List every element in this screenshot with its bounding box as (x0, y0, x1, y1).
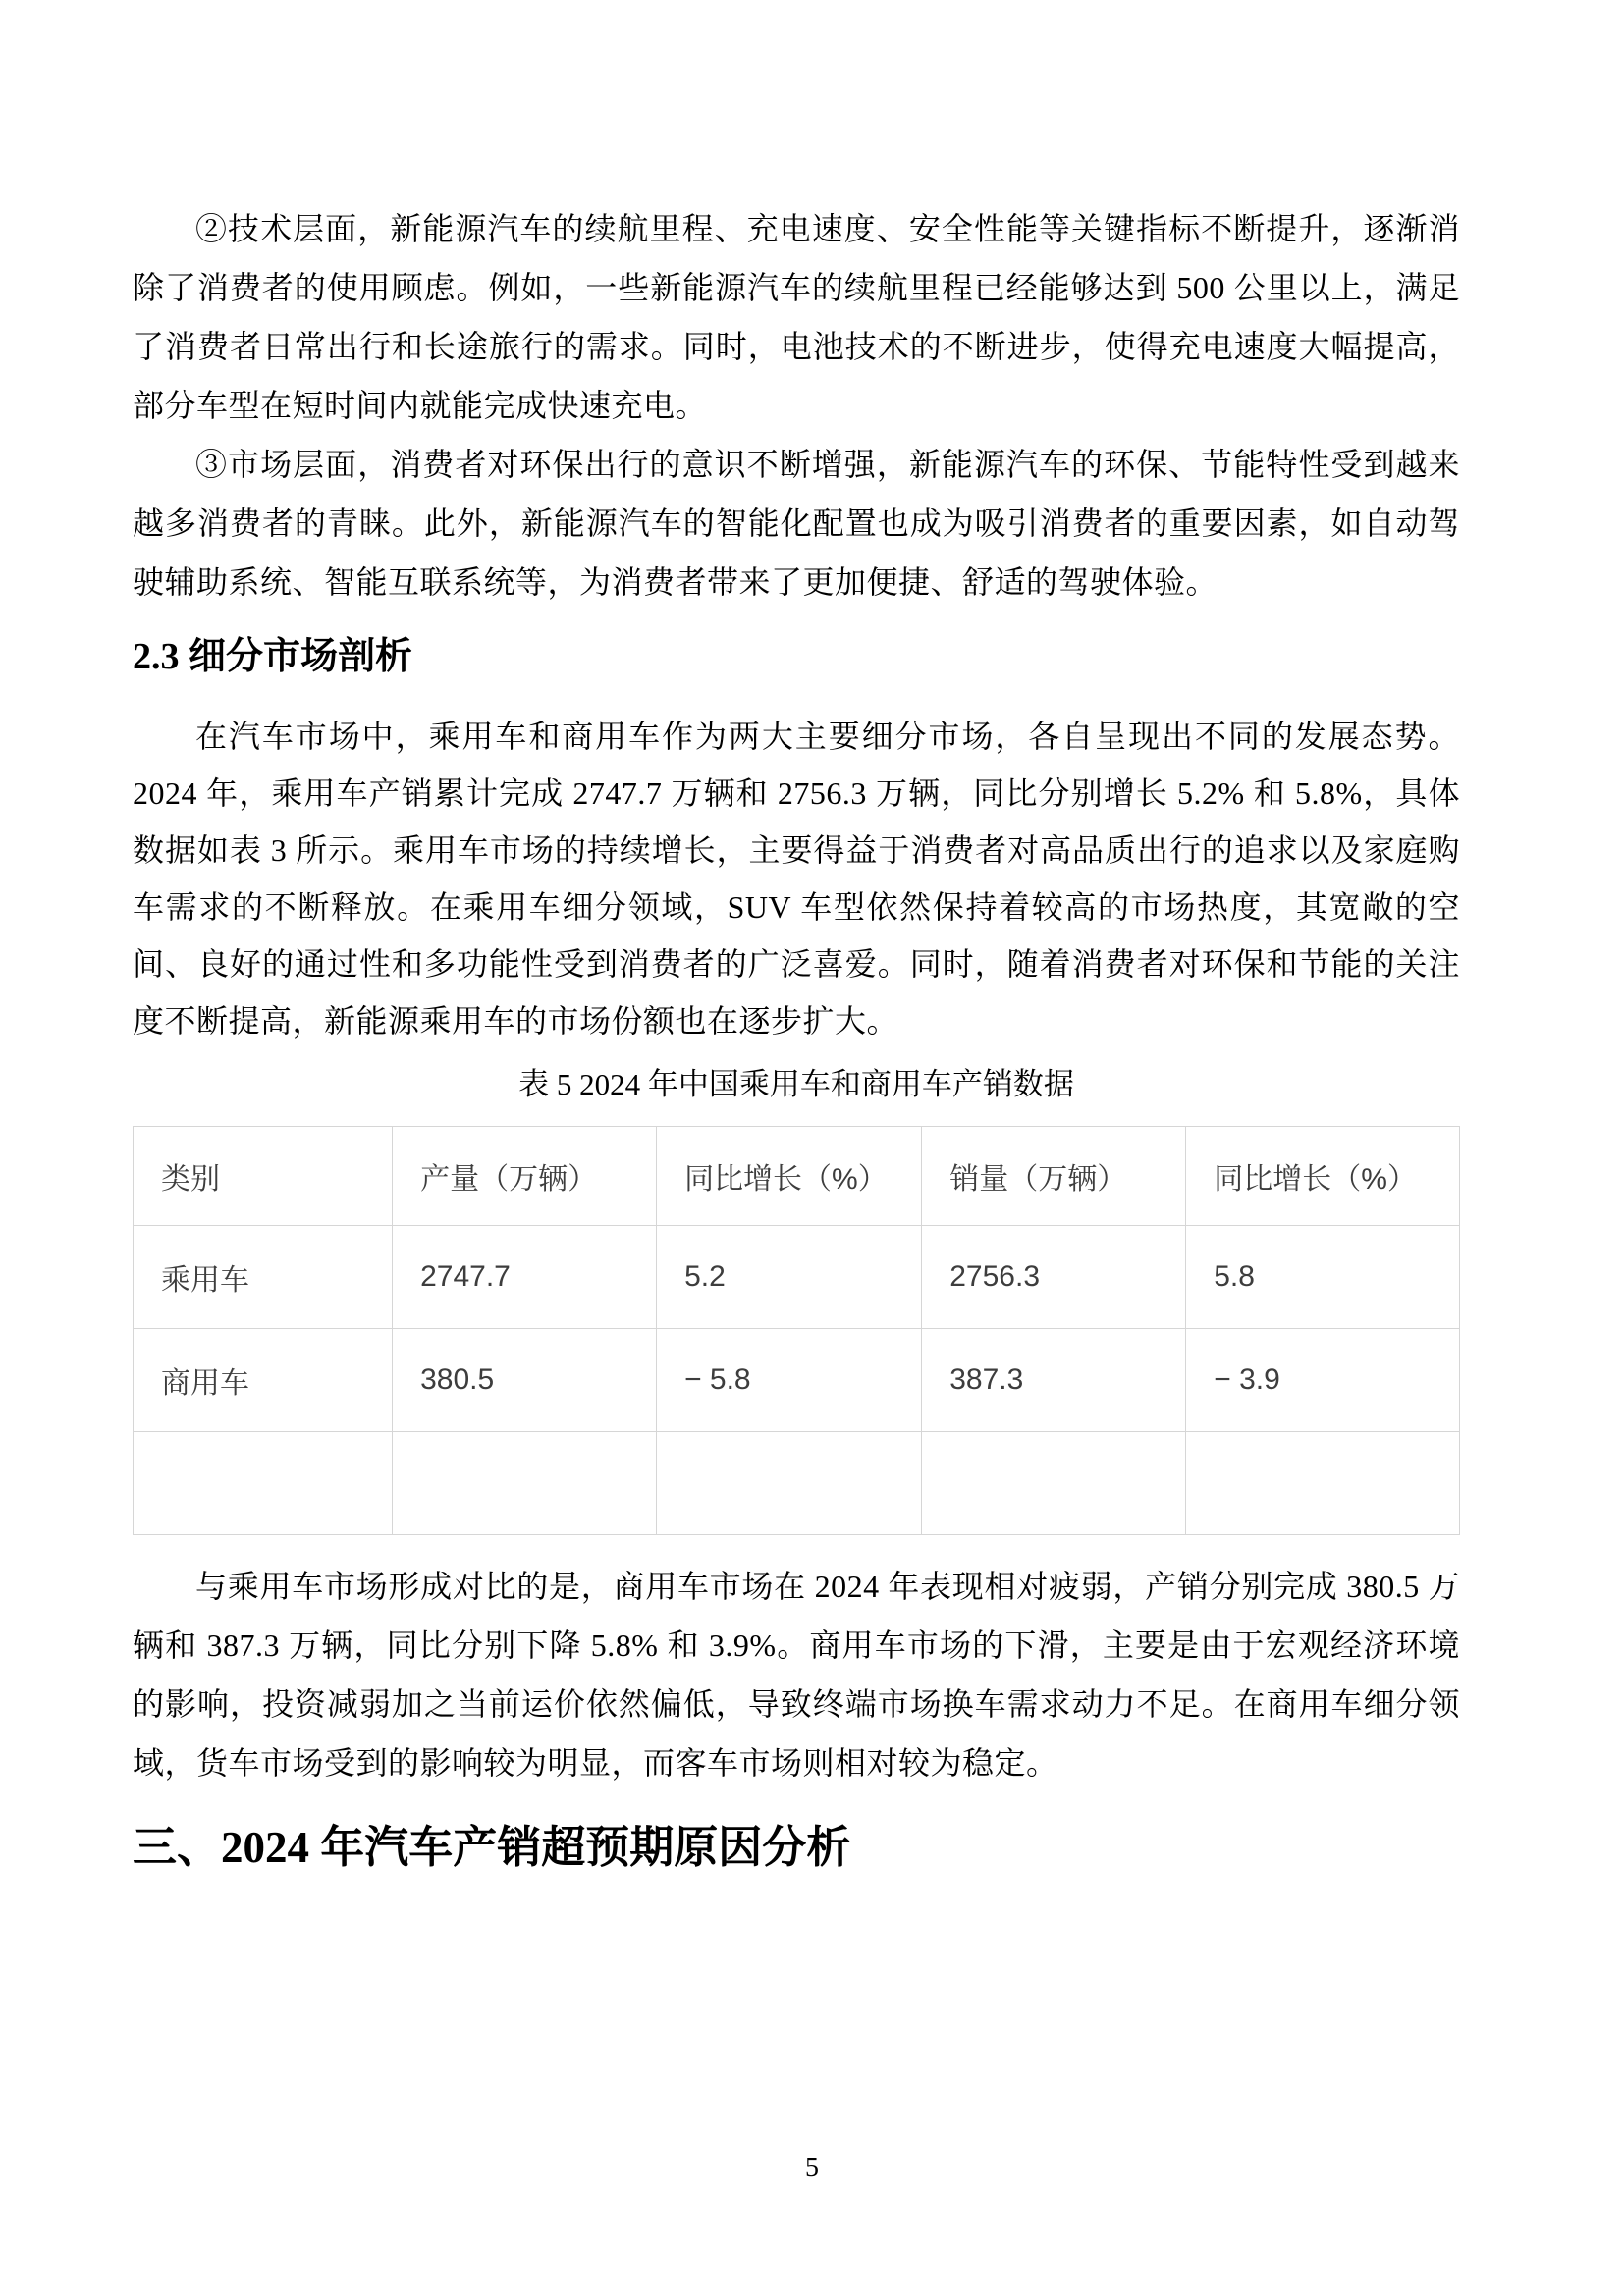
cell-production: 2747.7 (393, 1226, 657, 1329)
cell-empty (1186, 1432, 1460, 1535)
col-header-sales-growth: 同比增长（%） (1186, 1127, 1460, 1226)
paragraph-segment-analysis: 在汽车市场中，乘用车和商用车作为两大主要细分市场，各自呈现出不同的发展态势。2024 年，乘用车产销累计完成 2747.7 万辆和 2756.3 万辆，同比分别增长 5.2% 和 5.8%，具体数据如表 3 所示。乘用车市场的持续增长，主要得益于消费者对高品质出行的追求以及家庭购车需求的不断释放。在乘用车细分领域，SUV 车型依然保持着较高的市场热度，其宽敞的空间、良好的通过性和多功能性受到消费者的广泛喜爱。同时，随着消费者对环保和节能的关注度不断提高，新能源乘用车的市场份额也在逐步扩大。 (133, 719, 1460, 1039)
cell-production-growth: 5.2 (657, 1226, 922, 1329)
cell-empty (134, 1432, 393, 1535)
paragraph-commercial-contrast: 与乘用车市场形成对比的是，商用车市场在 2024 年表现相对疲弱，产销分别完成 380.5 万辆和 387.3 万辆，同比分别下降 5.8% 和 3.9%。商用车市场的下滑，主要是由于宏观经济环境的影响，投资减弱加之当前运价依然偏低，导致终端市场换车需求动力不足。在商用车细分领域，货车市场受到的影响较为明显，而客车市场则相对较为稳定。 (133, 1569, 1460, 1781)
cell-sales: 2756.3 (922, 1226, 1186, 1329)
section-heading-2-3: 2.3 细分市场剖析 (133, 636, 413, 677)
col-header-production-growth: 同比增长（%） (657, 1127, 922, 1226)
document-page (133, 199, 1460, 1877)
paragraph-market-level: ③市场层面，消费者对环保出行的意识不断增强，新能源汽车的环保、节能特性受到越来越多消费者的青睐。此外，新能源汽车的智能化配置也成为吸引消费者的重要因素，如自动驾驶辅助系统、智能互联系统等，为消费者带来了更加便捷、舒适的驾驶体验。 (133, 447, 1460, 600)
table-caption: 表 5 2024 年中国乘用车和商用车产销数据 (518, 1067, 1074, 1101)
paragraph-tech-level: ②技术层面，新能源汽车的续航里程、充电速度、安全性能等关键指标不断提升，逐渐消除了消费者的使用顾虑。例如，一些新能源汽车的续航里程已经能够达到 500 公里以上，满足了消费者日常出行和长途旅行的需求。同时，电池技术的不断进步，使得充电速度大幅提高，部分车型在短时间内就能完成快速充电。 (133, 211, 1460, 423)
table-row-empty (134, 1432, 1460, 1535)
production-sales-table (133, 1126, 1460, 1535)
chapter-heading-3: 三、2024 年汽车产销超预期原因分析 (133, 1823, 851, 1872)
cell-production-growth: − 5.8 (657, 1329, 922, 1432)
cell-category: 乘用车 (134, 1226, 393, 1329)
col-header-production: 产量（万辆） (393, 1127, 657, 1226)
col-header-category: 类别 (134, 1127, 393, 1226)
cell-empty (922, 1432, 1186, 1535)
table-header-row (134, 1127, 1460, 1226)
col-header-sales: 销量（万辆） (922, 1127, 1186, 1226)
cell-empty (657, 1432, 922, 1535)
cell-sales: 387.3 (922, 1329, 1186, 1432)
cell-empty (393, 1432, 657, 1535)
cell-category: 商用车 (134, 1329, 393, 1432)
cell-production: 380.5 (393, 1329, 657, 1432)
table-row-passenger (134, 1226, 1460, 1329)
page-number: 5 (805, 2153, 819, 2183)
cell-sales-growth: − 3.9 (1186, 1329, 1460, 1432)
cell-sales-growth: 5.8 (1186, 1226, 1460, 1329)
table-row-commercial (134, 1329, 1460, 1432)
